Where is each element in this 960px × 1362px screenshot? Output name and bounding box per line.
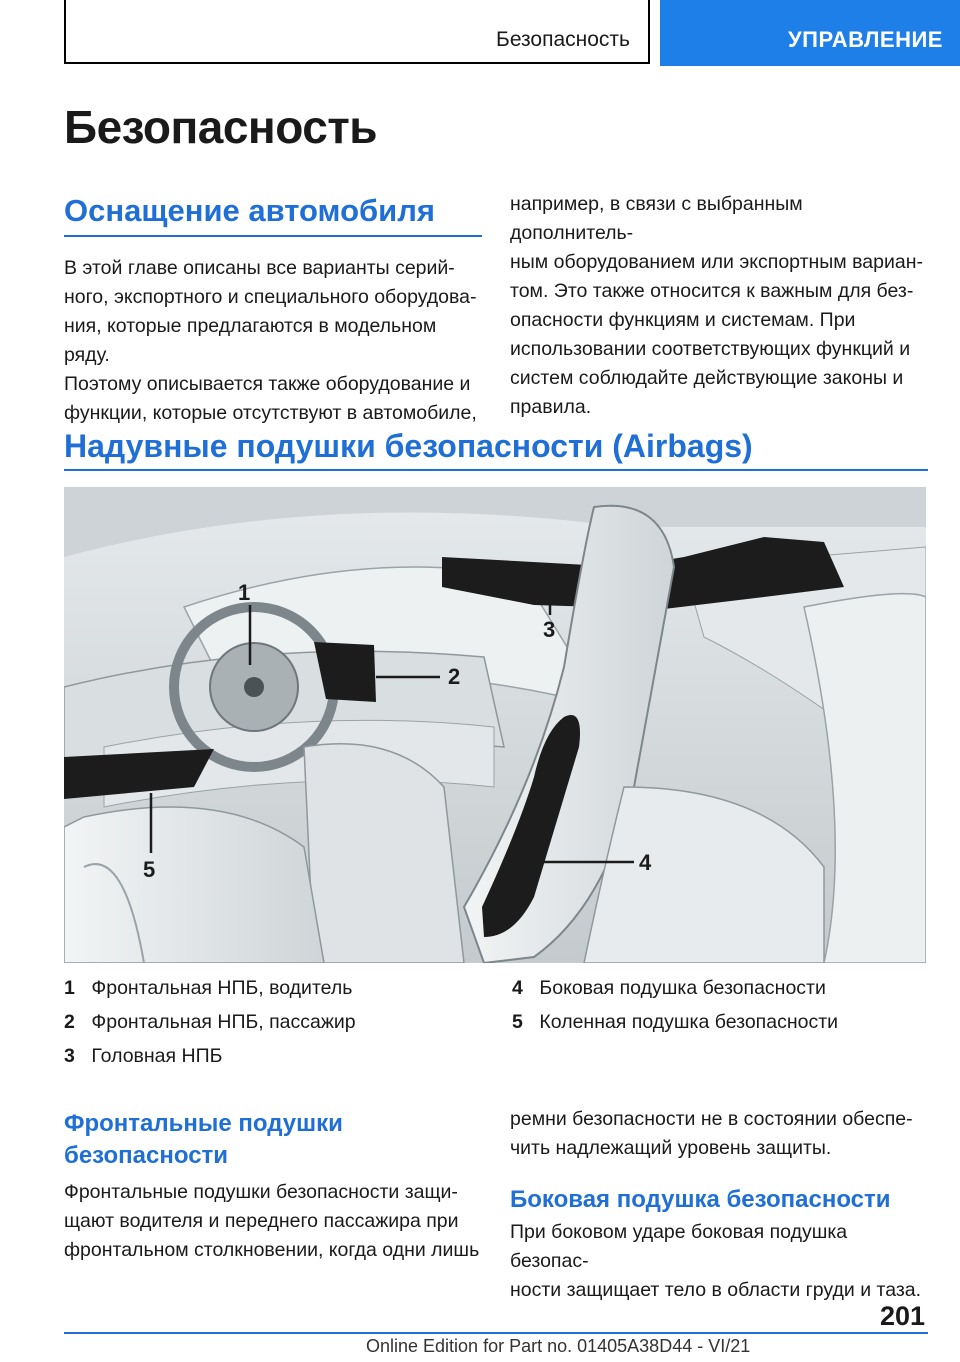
header-chapter-tab[interactable] [660, 0, 960, 66]
page-title: Безопасность [64, 101, 378, 153]
front-airbags-text-left [64, 1178, 484, 1265]
text-line: Поэтому описывается также оборудование и [64, 373, 471, 395]
legend-text: Боковая подушка безопасности [539, 977, 826, 999]
text-line: ного, экспортного и специального оборудова- [64, 286, 477, 308]
legend-number: 1 [64, 977, 75, 999]
airbags-heading-rule [64, 469, 928, 471]
legend-number: 5 [512, 1011, 523, 1033]
equipment-text-left [64, 254, 484, 428]
text-line: например, в связи с выбранным дополнитель- [510, 193, 803, 244]
side-airbag-heading: Боковая подушка безопасности [510, 1186, 891, 1213]
legend-text: Фронтальная НПБ, пассажир [91, 1011, 356, 1033]
text-line: систем соблюдайте действующие законы и [510, 367, 904, 389]
text-line: ния, которые предлагаются в модельном ряду. [64, 315, 437, 366]
header-section-box [64, 0, 650, 64]
footer-rule [64, 1332, 928, 1334]
heading-line: безопасности [64, 1142, 229, 1169]
text-line: В этой главе описаны все варианты серий- [64, 257, 455, 279]
legend-right [512, 971, 838, 1039]
legend-item [512, 1005, 838, 1039]
text-line: фронтальном столкновении, когда одни лишь [64, 1239, 480, 1261]
legend-text: Головная НПБ [91, 1045, 223, 1067]
text-line: чить надлежащий уровень защиты. [510, 1137, 832, 1159]
text-line: том. Это также относится к важным для без- [510, 280, 914, 302]
legend-text: Фронтальная НПБ, водитель [91, 977, 353, 999]
text-line: ным оборудованием или экспортным вариан- [510, 251, 923, 273]
legend-item [512, 971, 838, 1005]
callout-5: 5 [143, 857, 156, 882]
legend-number: 2 [64, 1011, 75, 1033]
text-line: функции, которые отсутствуют в автомобиле, [64, 402, 477, 424]
header-chapter-label: УПРАВЛЕНИЕ [788, 27, 943, 52]
text-line: При боковом ударе боковая подушка безопас- [510, 1221, 848, 1272]
equipment-heading-rule [64, 235, 482, 237]
equipment-heading: Оснащение автомобиля [64, 193, 435, 228]
callout-1: 1 [238, 580, 251, 605]
front-airbags-text-right [510, 1105, 930, 1163]
legend-number: 4 [512, 977, 523, 999]
callout-2: 2 [448, 664, 461, 689]
text-line: щают водителя и переднего пассажира при [64, 1210, 459, 1232]
text-line: ремни безопасности не в состоянии обеспе- [510, 1108, 913, 1130]
legend-item [64, 971, 356, 1005]
front-airbags-heading [64, 1108, 484, 1172]
heading-line: Фронтальные подушки [64, 1110, 343, 1137]
legend-item [64, 1039, 356, 1073]
car-interior-drawing [64, 487, 926, 963]
text-line: опасности функциям и системам. При [510, 309, 856, 331]
text-line: Фронтальные подушки безопасности защи- [64, 1181, 458, 1203]
callout-4: 4 [639, 850, 652, 875]
legend-number: 3 [64, 1045, 75, 1067]
text-line: ности защищает тело в области груди и таза. [510, 1279, 922, 1301]
text-line: использовании соответствующих функций и [510, 338, 911, 360]
airbag-locations-illustration [64, 487, 926, 963]
legend-item [64, 1005, 356, 1039]
footer-edition: Online Edition for Part no. 01405A38D44 - VI/21 [366, 1336, 751, 1356]
callout-3: 3 [543, 617, 556, 642]
header-section-title: Безопасность [496, 28, 630, 51]
page-number: 201 [880, 1301, 926, 1331]
airbags-heading: Надувные подушки безопасности (Airbags) [64, 428, 753, 464]
text-line: правила. [510, 396, 592, 418]
side-airbag-text [510, 1218, 930, 1305]
legend-left [64, 971, 356, 1073]
equipment-text-right [510, 190, 930, 422]
legend-text: Коленная подушка безопасности [539, 1011, 839, 1033]
